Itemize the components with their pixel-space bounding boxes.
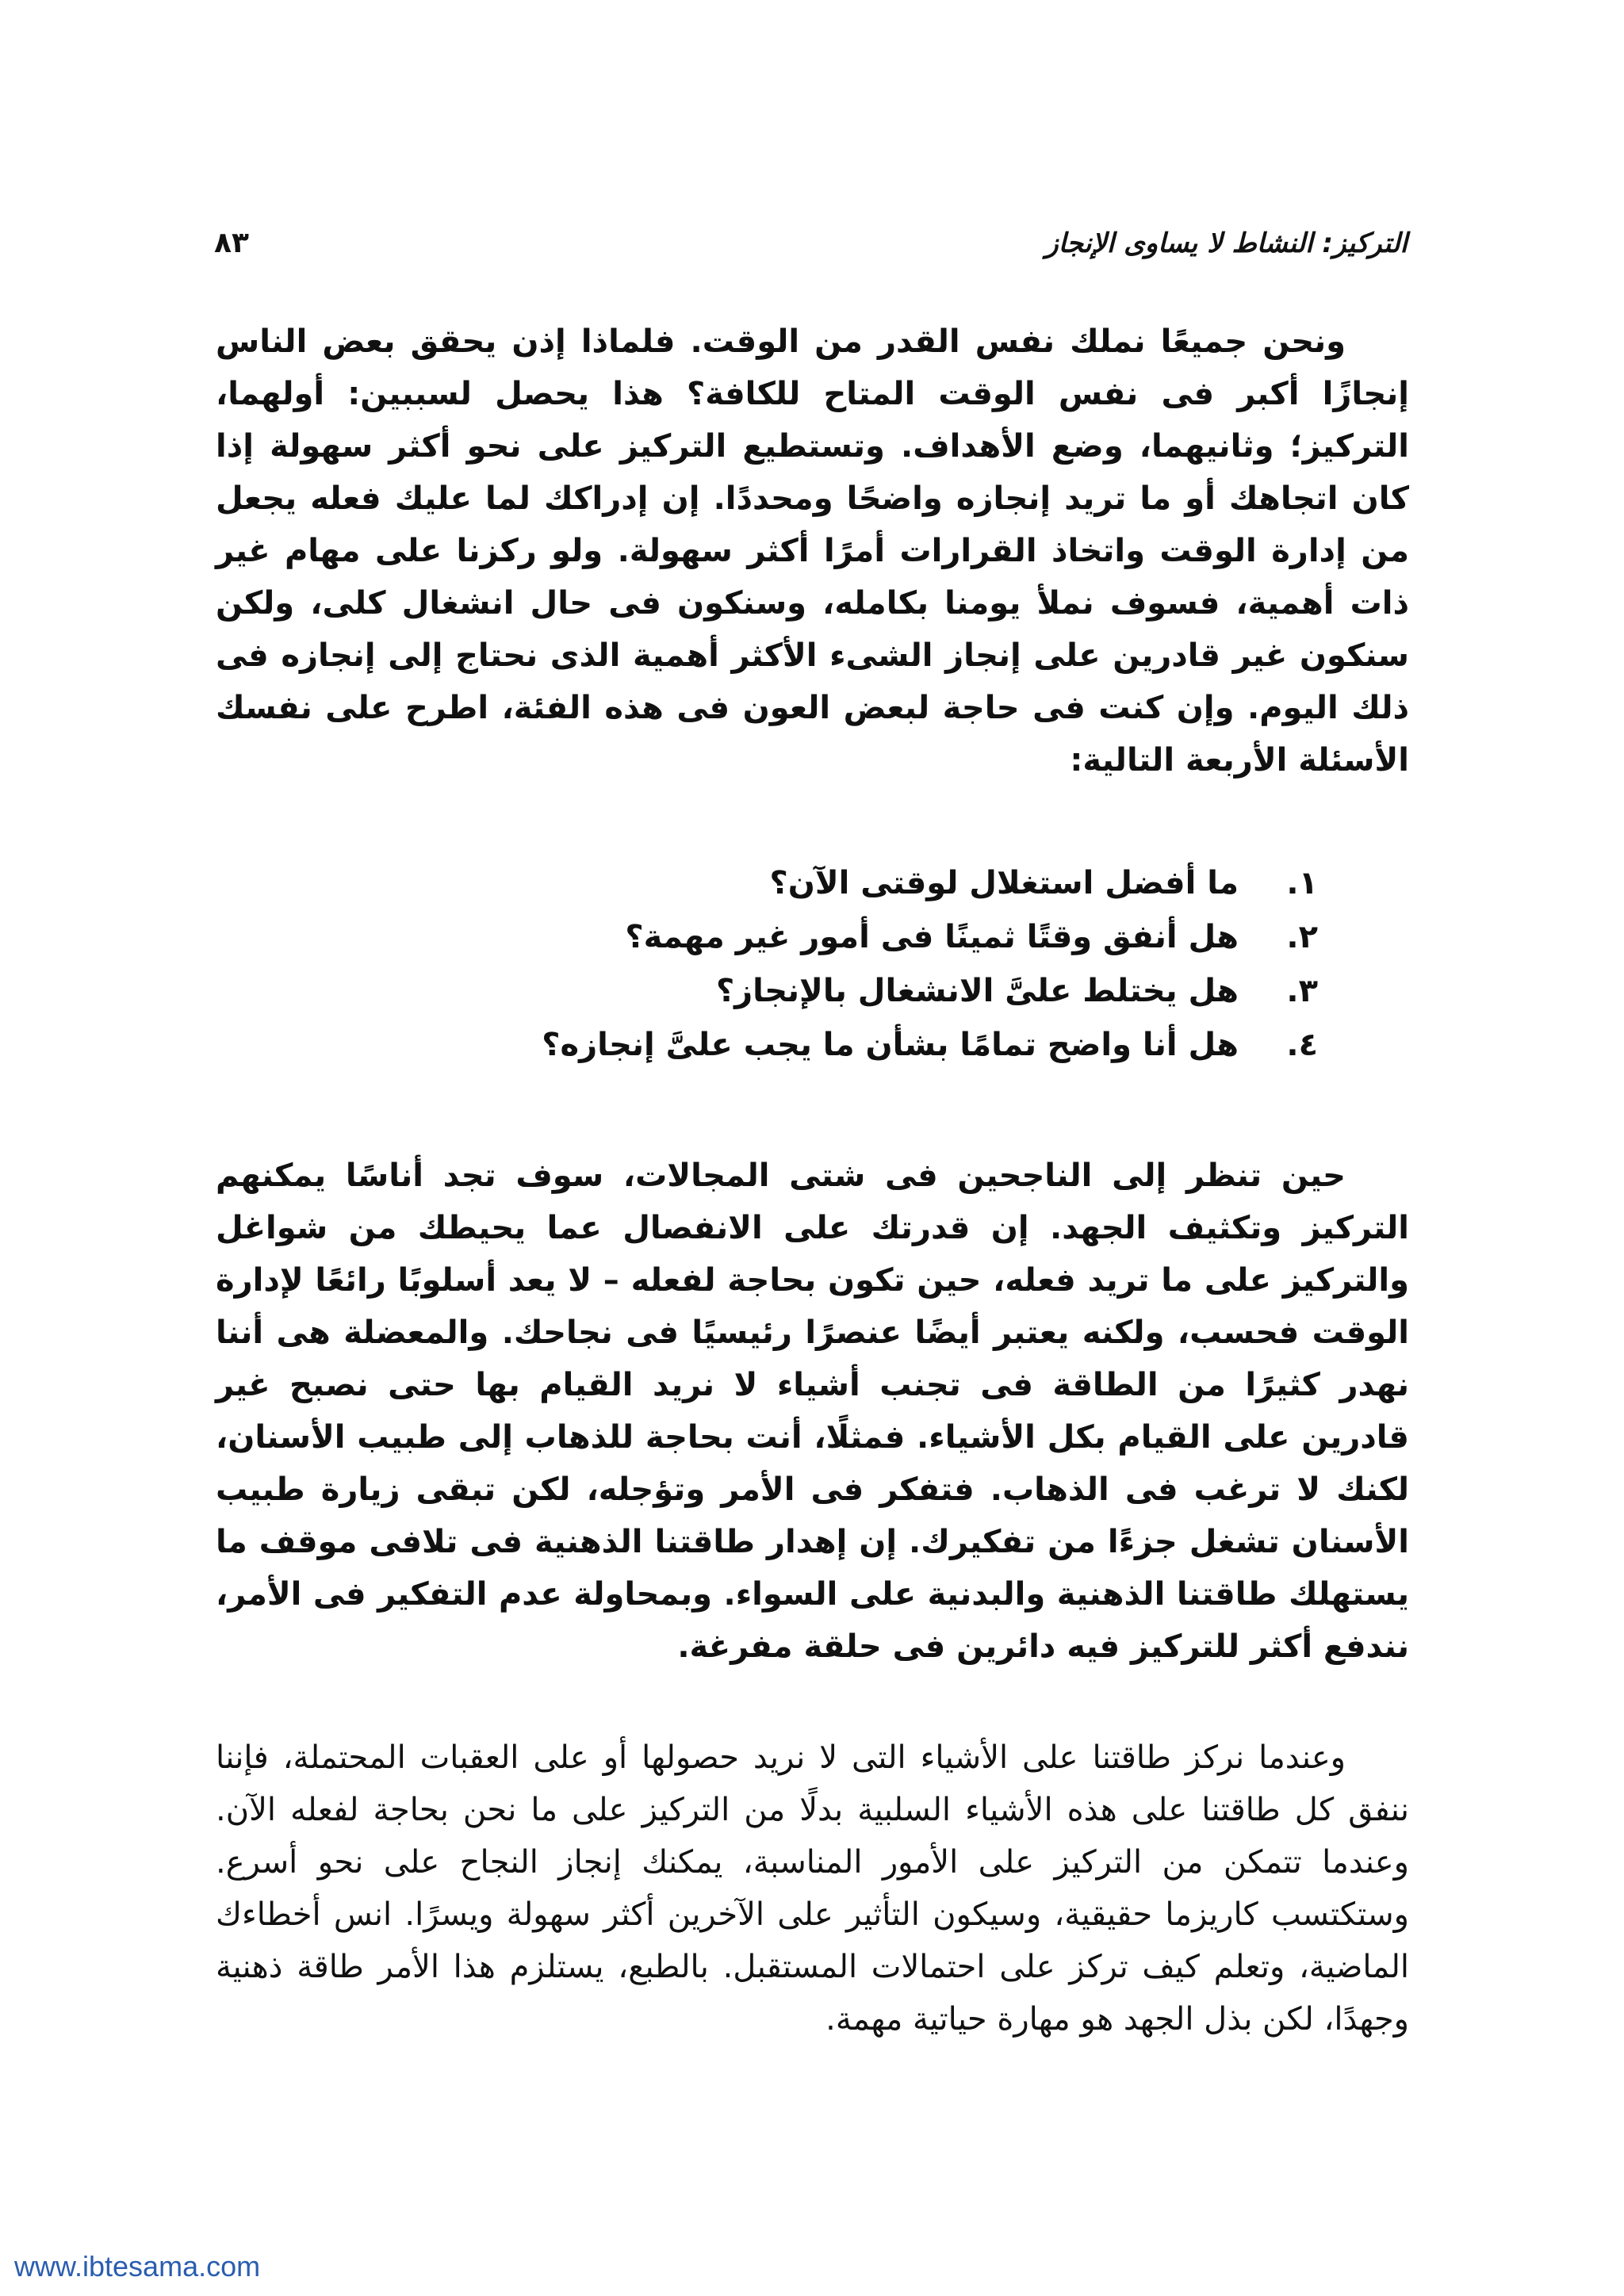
paragraph-text: حين تنظر إلى الناجحين فى شتى المجالات، سوف تجد أناسًا يمكنهم التركيز وتكثيف الجهد. إن قدرتك على الانفصال عما يحيطك من شواغل والتركيز على ما تريد فعله، حين تكون بحاجة لفعله – لا يعد أسلوبًا رائعًا لإدارة الوقت فحسب، ولكنه يعتبر أيضًا عنصرًا رئيسيًا فى نجاحك. والمعضلة هى أننا نهدر كثيرًا من الطاقة فى تجنب أشياء لا نريد القيام بها حتى نصبح غير قادرين على القيام بكل الأشياء. فمثلًا، أنت بحاجة للذهاب إلى طبيب الأسنان، لكنك لا ترغب فى الذهاب. فتفكر فى الأمر وتؤجله، لكن تبقى زيارة طبيب الأسنان تشغل جزءًا من تفكيرك. إن إهدار طاقتنا الذهنية فى تلافى موقف ما يستهلك طاقتنا الذهنية والبدنية على السواء. وبمحاولة عدم التفكير فى الأمر، نندفع أكثر للتركيز فيه دائرين فى حلقة مفرغة. — [216, 1158, 1409, 1665]
list-item — [216, 1018, 1409, 1072]
question-number: ٤. — [1286, 1027, 1318, 1063]
question-number: ٢. — [1286, 919, 1318, 955]
body-paragraph-3 — [216, 1732, 1409, 2045]
question-number: ٣. — [1286, 973, 1318, 1009]
list-item — [216, 964, 1409, 1018]
page-number: ٨٣ — [214, 227, 249, 259]
running-title: التركيز: النشاط لا يساوى الإنجاز — [1045, 228, 1408, 259]
question-text: ما أفضل استغلال لوقتى الآن؟ — [769, 865, 1239, 901]
body-paragraph-1 — [216, 316, 1409, 786]
watermark-link[interactable]: www.ibtesama.com — [14, 2250, 261, 2283]
running-head — [214, 216, 1408, 271]
question-text: هل أنا واضح تمامًا بشأن ما يجب علىَّ إنجازه؟ — [542, 1027, 1239, 1063]
question-number: ١. — [1286, 865, 1318, 901]
paragraph-text: وعندما نركز طاقتنا على الأشياء التى لا نريد حصولها أو على العقبات المحتملة، فإننا ننفق كل طاقتنا على هذه الأشياء السلبية بدلًا من التركيز على ما نحن بحاجة لفعله الآن. وعندما تتمكن من التركيز على الأمور المناسبة، يمكنك إنجاز النجاح على نحو أسرع. وستكتسب كاريزما حقيقية، وسيكون التأثير على الآخرين أكثر سهولة ويسرًا. انس أخطاءك الماضية، وتعلم كيف تركز على احتمالات المستقبل. بالطبع، يستلزم هذا الأمر طاقة ذهنية وجهدًا، لكن بذل الجهد هو مهارة حياتية مهمة. — [216, 1739, 1409, 2038]
list-item — [216, 910, 1409, 964]
question-text: هل يختلط علىَّ الانشغال بالإنجاز؟ — [715, 973, 1239, 1009]
question-text: هل أنفق وقتًا ثمينًا فى أمور غير مهمة؟ — [625, 919, 1239, 955]
paragraph-text: ونحن جميعًا نملك نفس القدر من الوقت. فلماذا إذن يحقق بعض الناس إنجازًا أكبر فى نفس الوقت المتاح للكافة؟ هذا يحصل لسببين: أولهما، التركيز؛ وثانيهما، وضع الأهداف. وتستطيع التركيز على نحو أكثر سهولة إذا كان اتجاهك أو ما تريد إنجازه واضحًا ومحددًا. إن إدراكك لما عليك فعله يجعل من إدارة الوقت واتخاذ القرارات أمرًا أكثر سهولة. ولو ركزنا على مهام غير ذات أهمية، فسوف نملأ يومنا بكامله، وسنكون فى حال انشغال كلى، ولكن سنكون غير قادرين على إنجاز الشىء الأكثر أهمية الذى نحتاج إلى إنجازه فى ذلك اليوم. وإن كنت فى حاجة لبعض العون فى هذه الفئة، اطرح على نفسك الأسئلة الأربعة التالية: — [216, 323, 1409, 779]
questions-list — [216, 856, 1409, 1072]
body-paragraph-2 — [216, 1150, 1409, 1673]
list-item — [216, 856, 1409, 910]
